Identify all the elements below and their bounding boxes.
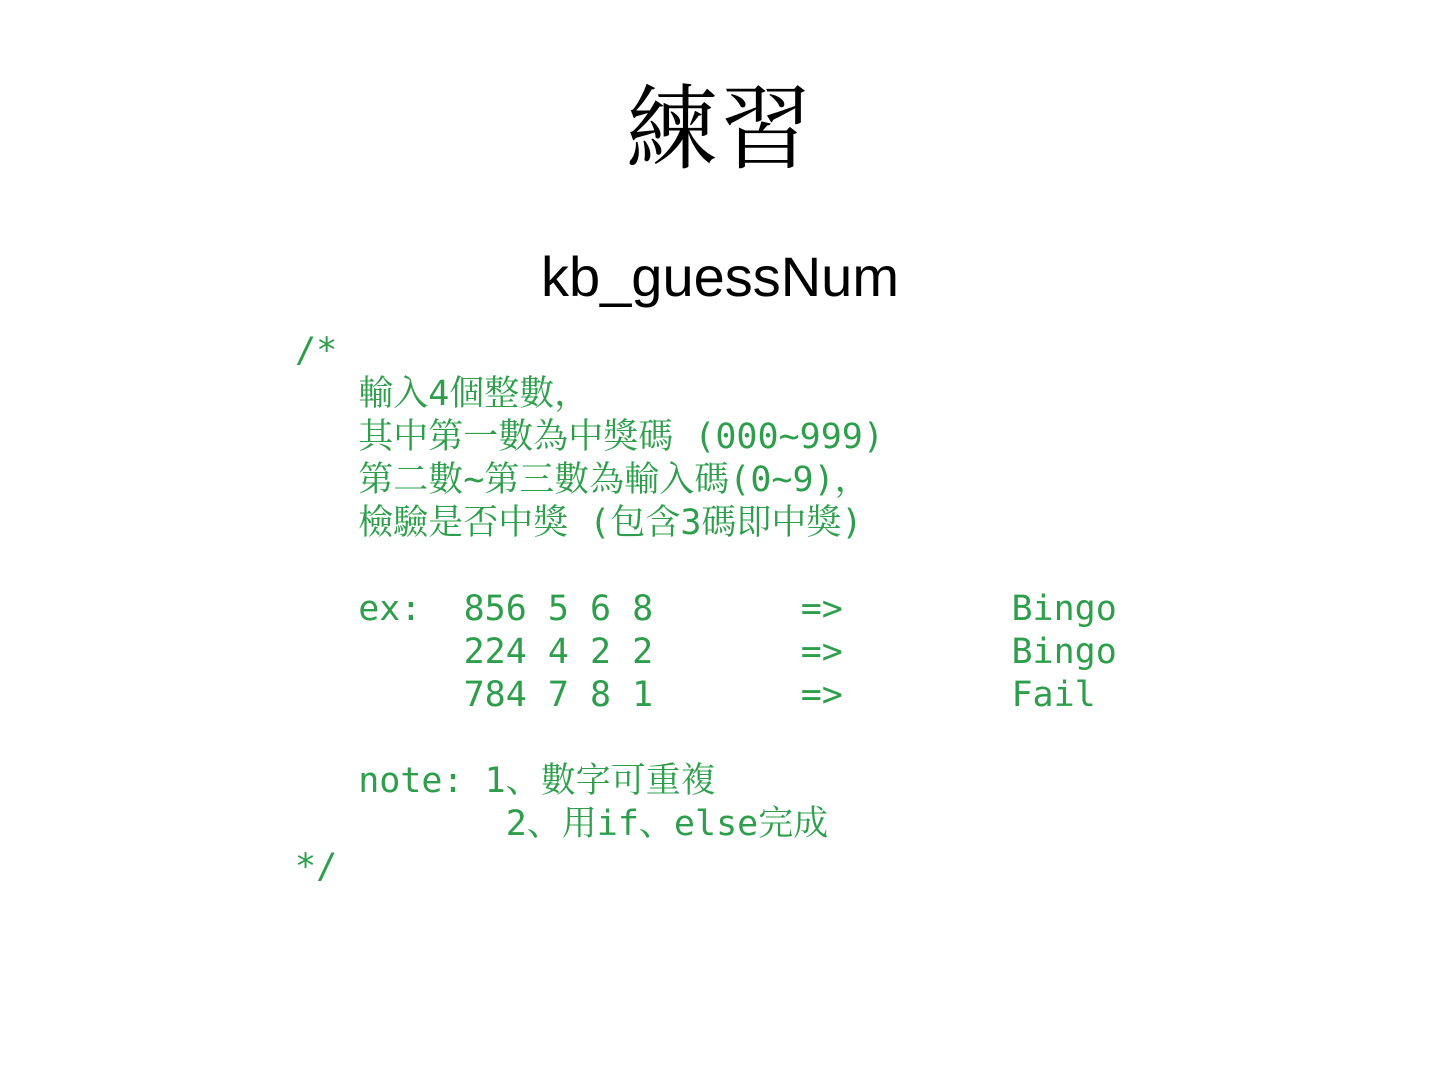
code-line-example-3: 784 7 8 1 => Fail: [295, 675, 1096, 715]
code-line-check-spec: 檢驗是否中獎 (包含3碼即中獎): [295, 503, 863, 543]
slide-title: 練習: [625, 79, 814, 181]
code-line-guess-number-spec: 第二數~第三數為輸入碼(0~9)，: [295, 460, 870, 500]
code-open-delimiter: /*: [295, 331, 338, 371]
slide-subtitle: kb_guessNum: [541, 245, 899, 308]
code-close-delimiter: */: [295, 847, 338, 887]
code-line-input-spec: 輸入4個整數，: [295, 374, 590, 414]
code-line-example-1: ex: 856 5 6 8 => Bingo: [295, 589, 1117, 629]
code-line-note-2: 2、用if、else完成: [295, 804, 829, 844]
code-line-note-1: note: 1、數字可重複: [295, 761, 716, 801]
code-blank-line: [295, 545, 1117, 588]
code-line-example-2: 224 4 2 2 => Bingo: [295, 632, 1117, 672]
code-blank-line: [295, 717, 1117, 760]
code-comment-block: [295, 330, 1117, 889]
code-line-winning-number-spec: 其中第一數為中獎碼 (000~999): [295, 417, 884, 457]
